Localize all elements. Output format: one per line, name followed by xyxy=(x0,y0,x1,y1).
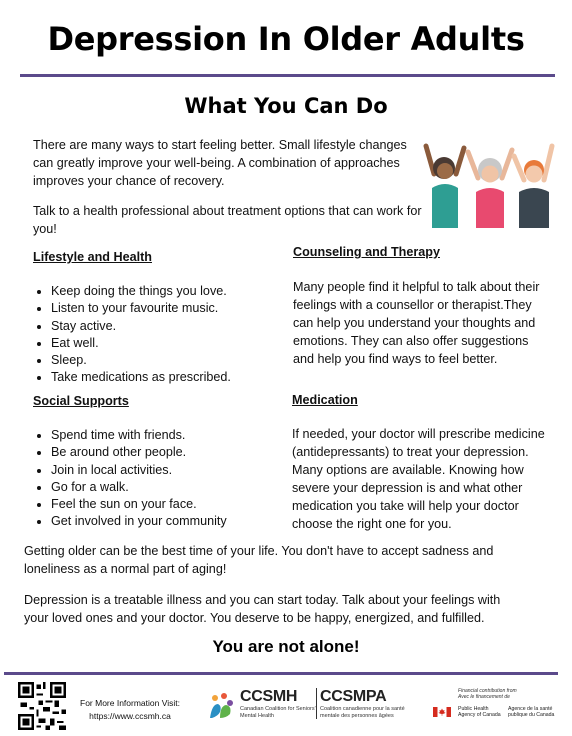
list-item: Listen to your favourite music. xyxy=(33,300,231,317)
ccsmh-brand-fr xyxy=(316,688,416,719)
ccsmh-brand-en xyxy=(240,688,316,719)
ccsmh-logo-icon xyxy=(206,690,236,720)
social-heading: Social Supports xyxy=(33,394,129,408)
medication-heading: Medication xyxy=(292,393,358,407)
counseling-body: Many people find it helpful to talk about their feelings with a counsellor or therapist.They can help you understand your thoughts and emotions. They can also offer suggestions and help you find ways to feel better. xyxy=(293,280,540,366)
lifestyle-heading: Lifestyle and Health xyxy=(33,250,152,264)
agency-en: Public Health Agency of Canada xyxy=(458,706,501,718)
footer-info-url[interactable]: https://www.ccsmh.ca xyxy=(89,711,171,721)
list-item: Take medications as prescribed. xyxy=(33,369,231,386)
list-item: Eat well. xyxy=(33,335,231,352)
list-item: Be around other people. xyxy=(33,444,227,461)
counseling-heading: Counseling and Therapy xyxy=(293,245,440,259)
closing-paragraph-1: Getting older can be the best time of your life. You don't have to accept sadness and loneliness as a normal part of aging! xyxy=(24,544,494,576)
funding-fr: Avec le financement de xyxy=(458,693,510,700)
list-item: Sleep. xyxy=(33,352,231,369)
list-item: Join in local activities. xyxy=(33,462,227,479)
list-item: Get involved in your community xyxy=(33,513,227,530)
footer-info-label: For More Information Visit: xyxy=(80,698,180,708)
list-item: Spend time with friends. xyxy=(33,427,227,444)
intro-paragraph: There are many ways to start feeling better. Small lifestyle changes can greatly improve your well-being. A combination of approaches improves your chance of recovery. xyxy=(33,138,407,188)
brand-fr-sub: Coalition canadienne pour la santé mentale des personnes âgées xyxy=(320,706,405,719)
happy-seniors-illustration xyxy=(418,136,558,228)
funding-en: Financial contribution from xyxy=(458,688,517,694)
list-item: Feel the sun on your face. xyxy=(33,496,227,513)
list-item: Stay active. xyxy=(33,318,231,335)
brand-fr-name: CCSMPA xyxy=(320,688,387,705)
lifestyle-list xyxy=(33,283,231,387)
medication-body: If needed, your doctor will prescribe medicine (antidepressants) to treat your depression. Many options are available. Knowing how severe your depression is and what other medication you take will help your doctor choose the right one for you. xyxy=(292,427,545,531)
tagline: You are not alone! xyxy=(212,637,360,656)
list-item: Keep doing the things you love. xyxy=(33,283,231,300)
brand-en-name: CCSMH xyxy=(240,688,298,705)
list-item: Go for a walk. xyxy=(33,479,227,496)
canada-flag-icon xyxy=(433,707,451,717)
talk-paragraph: Talk to a health professional about treatment options that can work for you! xyxy=(33,204,422,236)
page-subtitle: What You Can Do xyxy=(184,94,388,118)
closing-paragraph-2: Depression is a treatable illness and you can start today. Talk about your feelings with your loved ones and your doctor. You deserve to be happy, energized, and fulfilled. xyxy=(24,593,501,625)
social-list xyxy=(33,427,227,531)
header-divider xyxy=(20,74,555,77)
brand-en-sub: Canadian Coalition for Seniors' Mental Health xyxy=(240,706,316,719)
agency-fr: Agence de la santé publique du Canada xyxy=(508,706,555,718)
footer-divider xyxy=(4,672,558,675)
footer-info xyxy=(80,697,180,723)
funding-note xyxy=(458,689,517,700)
page-title: Depression In Older Adults xyxy=(47,20,525,58)
qr-code-icon[interactable] xyxy=(18,682,66,730)
